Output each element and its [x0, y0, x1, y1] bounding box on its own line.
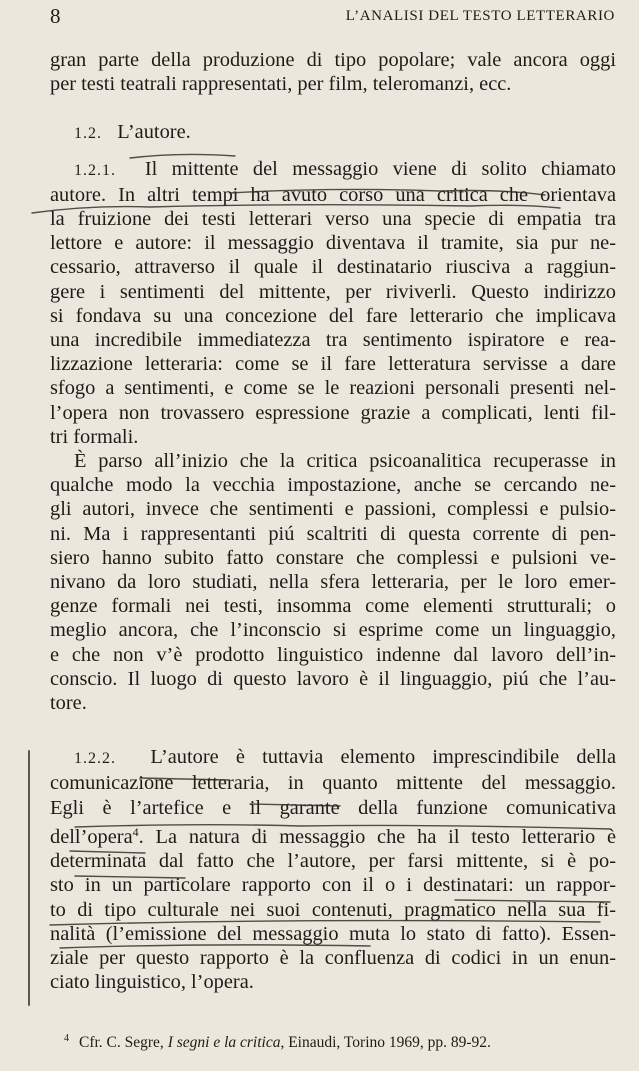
section-number: 1.2.	[74, 125, 102, 143]
text-line: gere i sentimenti del mittente, per riviverli. Questo indirizzo	[50, 280, 616, 303]
text-line: l’opera non trovassero espressione grazie a complicati, lenti fil-	[50, 401, 616, 424]
paragraph-1-2-2	[50, 745, 616, 994]
text-line: meglio ancora, che l’inconscio si esprime come un linguaggio,	[50, 619, 616, 642]
text-line: ni. Ma i rappresentanti piú scaltriti di questa corrente di pen-	[50, 522, 616, 545]
text-line	[50, 820, 616, 849]
paragraph-1-2-1	[50, 157, 616, 449]
text-line: e che non v’è prodotto linguistico indenne dal lavoro dell’in-	[50, 643, 616, 666]
text-line: la fruizione dei testi letterari verso una specie di empatia tra	[50, 208, 616, 231]
text-line: Egli è l’artefice e il garante della funzione comunicativa	[50, 796, 616, 819]
footnote-mark: 4	[64, 1033, 69, 1044]
text-line: per testi teatrali rappresentati, per film, teleromanzi, ecc.	[50, 73, 512, 96]
text-line: lizzazione letteraria: come se il fare letteratura servisse a dare	[50, 353, 616, 376]
page-header	[50, 4, 615, 34]
text-line: nivano da loro studiati, nella sfera letteraria, per le loro emer-	[50, 571, 616, 594]
paragraph-psychoanalysis	[50, 449, 616, 715]
footnote-text-tail: , Einaudi, Torino 1969, pp. 89-92.	[280, 1034, 491, 1051]
section-heading	[50, 120, 616, 146]
text-fragment: . La natura di messaggio che ha il testo letterario è	[138, 825, 616, 848]
footnote	[64, 1030, 584, 1052]
text-line: gli autori, invece che sentimenti e passioni, complessi e pulsio-	[50, 498, 616, 521]
text-line: genze formali nei testi, insomma come elementi strutturali; o	[50, 595, 616, 618]
text-line: cessario, attraverso il quale il destinatario riusciva a raggiun-	[50, 256, 616, 279]
text-line: determinata dal fatto che l’autore, per farsi mittente, si è po-	[50, 850, 616, 873]
text-line: lettore e autore: il messaggio diventava il tramite, sia pur ne-	[50, 232, 616, 255]
intro-paragraph	[50, 48, 616, 96]
text-line: autore. In altri tempi ha avuto corso una critica che orientava	[50, 183, 616, 206]
paragraph-number: 1.2.1.	[74, 161, 116, 179]
text-line	[50, 157, 616, 183]
running-head: L’ANALISI DEL TESTO LETTERARIO	[345, 8, 615, 24]
text-fragment: Il mittente del messaggio viene di solito chiamato	[144, 157, 616, 180]
text-line: tri formali.	[50, 425, 139, 448]
text-line	[50, 745, 616, 771]
text-line: to di tipo culturale nei suoi contenuti, pragmatico nella sua fi-	[50, 898, 616, 921]
paragraph-number: 1.2.2.	[74, 750, 116, 768]
text-line: comunicazione letteraria, in quanto mittente del messaggio.	[50, 772, 616, 795]
text-line: siero hanno subito fatto constare che complessi e pulsioni ve-	[50, 546, 616, 569]
footnote-text: Cfr. C. Segre,	[79, 1034, 168, 1051]
text-line: sto in un particolare rapporto con il o i destinatari: un rappor-	[50, 874, 616, 897]
text-line: ziale per questo rapporto è la confluenza di codici in un enun-	[50, 946, 616, 969]
text-fragment: L’autore è tuttavia elemento imprescindibile della	[150, 746, 617, 769]
text-line: una incredibile immediatezza tra sentimento ispiratore e rea-	[50, 329, 616, 352]
section-title: L’autore.	[117, 121, 191, 144]
text-line: È parso all’inizio che la critica psicoanalitica recuperasse in	[74, 450, 616, 473]
text-line: ciato linguistico, l’opera.	[50, 971, 254, 994]
footnote-book-title: I segni e la critica	[167, 1034, 281, 1051]
text-line: gran parte della produzione di tipo popolare; vale ancora oggi	[50, 49, 616, 71]
text-fragment: dell’opera	[50, 825, 133, 848]
margin-pen-line	[28, 750, 30, 1006]
text-line: conscio. Il luogo di questo lavoro è il linguaggio, piú che l’au-	[50, 667, 616, 690]
text-line: sfogo a sentimenti, e come se le reazioni personali presenti nel-	[50, 377, 616, 400]
body-text	[50, 48, 616, 994]
page-number: 8	[50, 4, 61, 28]
footnote-reference: 4	[132, 824, 139, 839]
text-line: nalità (l’emissione del messaggio muta lo stato di fatto). Essen-	[50, 922, 616, 945]
text-line: tore.	[50, 692, 87, 715]
text-line: qualche modo la vecchia impostazione, anche se cercando ne-	[50, 474, 616, 497]
text-line: si fondava su una concezione del fare letterario che implicava	[50, 304, 616, 327]
